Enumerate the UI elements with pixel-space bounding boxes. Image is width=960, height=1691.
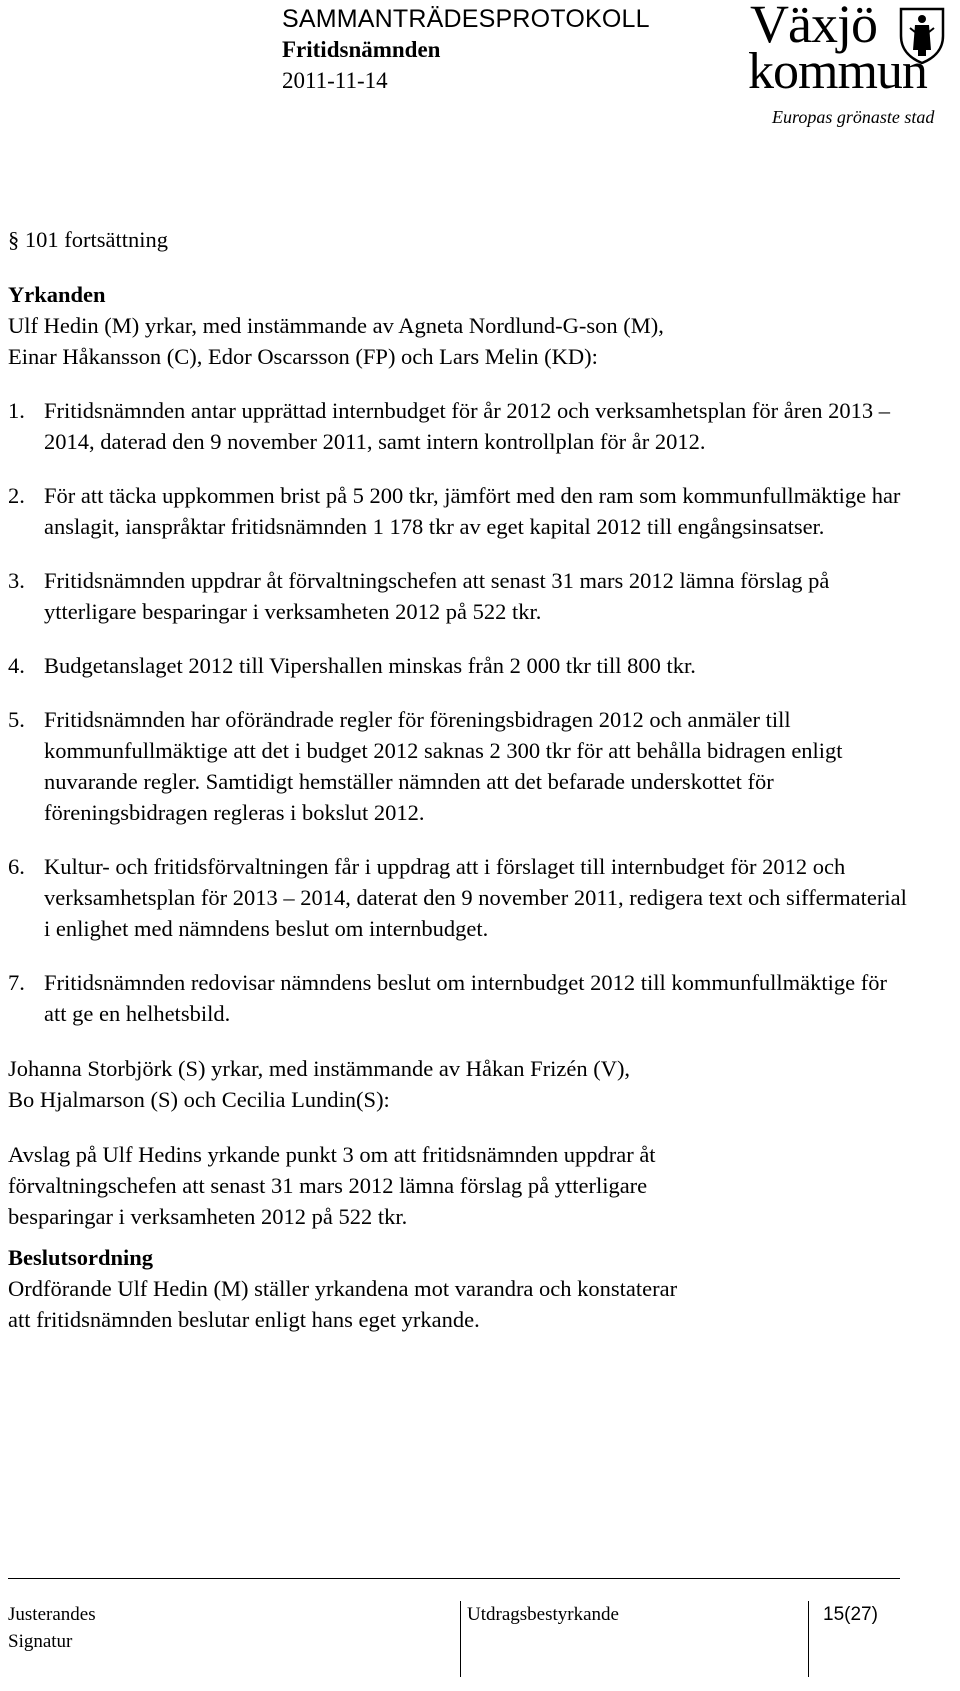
certification-cell [460, 1601, 809, 1677]
page-number: 15(27) [823, 1604, 878, 1625]
list-number: 3. [8, 568, 25, 593]
counter-proposal-text: besparingar i verksamheten 2012 på 522 tkr. [8, 1204, 408, 1229]
counter-proposal-text: Avslag på Ulf Hedins yrkande punkt 3 om att fritidsnämnden uppdrar åt [8, 1142, 656, 1167]
certification-label: Utdragsbestyrkande [467, 1604, 619, 1625]
page-number-cell [808, 1601, 915, 1677]
list-item [8, 480, 908, 542]
counter-proposal-intro-line: Bo Hjalmarson (S) och Cecilia Lundin(S): [8, 1087, 390, 1112]
counter-proposal-text: förvaltningschefen att senast 31 mars 2012 lämna förslag på ytterligare [8, 1173, 648, 1198]
signature-cell [8, 1601, 456, 1655]
list-text: Kultur- och fritidsförvaltningen får i uppdrag att i förslaget till internbudget för 2012 och verksamhetsplan för 2013 – 2014, daterat den 9 november 2011, redigera text och siffermaterial i enlighet med nämndens beslut om internbudget. [44, 854, 907, 941]
protocol-body [8, 224, 908, 1335]
logo-line-2: kommun [748, 43, 927, 100]
list-number: 5. [8, 707, 25, 732]
list-number: 6. [8, 854, 25, 879]
decision-text: att fritidsnämnden beslutar enligt hans eget yrkande. [8, 1307, 480, 1332]
list-text: Fritidsnämnden har oförändrade regler för föreningsbidragen 2012 och anmäler till kommunfullmäktige att det i budget 2012 saknas 2 300 tkr för att behålla bidragen enligt nuvarande regler. Samtidigt hemställer nämnden att det befarade underskottet för föreningsbidragen regleras i bokslut 2012. [44, 707, 843, 825]
logo-tagline: Europas grönaste stad [772, 107, 935, 127]
list-text: Fritidsnämnden uppdrar åt förvaltningschefen att senast 31 mars 2012 lämna förslag på ytterligare besparingar i verksamheten 2012 på 522 tkr. [44, 568, 830, 624]
list-text: För att täcka uppkommen brist på 5 200 tkr, jämfört med den ram som kommunfullmäktige har anslagit, ianspråktar fritidsnämnden 1 178 tkr av eget kapital 2012 till engångsinsatser. [44, 483, 901, 539]
list-number: 4. [8, 653, 25, 678]
paragraph-number: § 101 fortsättning [8, 227, 168, 252]
document-type: SAMMANTRÄDESPROTOKOLL [282, 5, 650, 33]
document-header [282, 4, 742, 96]
beslutsordning-heading: Beslutsordning [8, 1245, 154, 1270]
list-text: Fritidsnämnden antar upprättad internbudget för år 2012 och verksamhetsplan för åren 2013 – 2014, daterad den 9 november 2011, samt intern kontrollplan för år 2012. [44, 398, 891, 454]
list-item [8, 851, 908, 944]
signature-footer [8, 1578, 900, 1677]
list-item [8, 704, 908, 828]
list-number: 7. [8, 970, 25, 995]
proposal-intro-line: Ulf Hedin (M) yrkar, med instämmande av Agneta Nordlund-G-son (M), [8, 313, 664, 338]
logo-line-1: Växjö [750, 0, 877, 54]
proposal-list [8, 395, 908, 1029]
list-item [8, 650, 908, 681]
signature-label: Signatur [8, 1631, 73, 1652]
decision-text: Ordförande Ulf Hedin (M) ställer yrkandena mot varandra och konstaterar [8, 1276, 678, 1301]
vaxjo-kommun-logo [748, 0, 960, 130]
signature-label: Justerandes [8, 1604, 96, 1625]
counter-proposal-intro-line: Johanna Storbjörk (S) yrkar, med instämmande av Håkan Frizén (V), [8, 1056, 631, 1081]
list-text: Budgetanslaget 2012 till Vipershallen minskas från 2 000 tkr till 800 tkr. [44, 653, 696, 678]
list-text: Fritidsnämnden redovisar nämndens beslut om internbudget 2012 till kommunfullmäktige för att ge en helhetsbild. [44, 970, 887, 1026]
list-item [8, 565, 908, 627]
list-number: 1. [8, 398, 25, 423]
yrkanden-heading: Yrkanden [8, 282, 106, 307]
meeting-date: 2011-11-14 [282, 68, 388, 93]
list-number: 2. [8, 483, 25, 508]
committee-name: Fritidsnämnden [282, 37, 441, 62]
proposal-intro-line: Einar Håkansson (C), Edor Oscarsson (FP) och Lars Melin (KD): [8, 344, 598, 369]
list-item [8, 395, 908, 457]
list-item [8, 967, 908, 1029]
